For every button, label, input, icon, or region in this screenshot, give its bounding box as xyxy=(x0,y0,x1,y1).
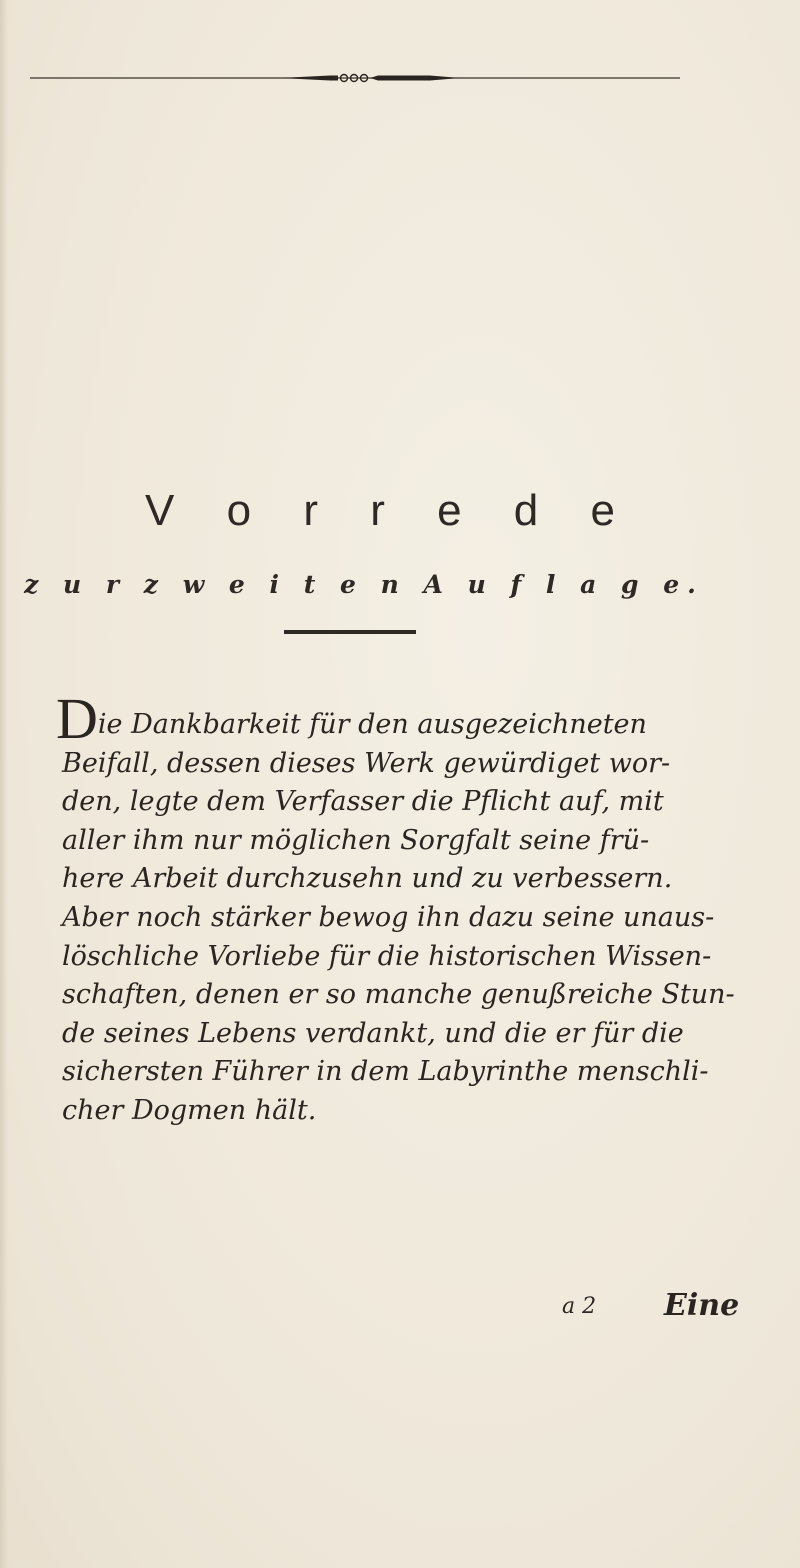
text-line: den, legte dem Verfasser die Pflicht auf, mit xyxy=(62,786,664,818)
text-line: here Arbeit durchzusehn und zu verbessern. xyxy=(62,863,673,895)
drop-cap: D xyxy=(56,686,98,751)
text-line-content: ie Dankbarkeit für den ausgezeichneten xyxy=(97,709,647,740)
text-line: cher Dogmen hält. xyxy=(62,1094,317,1126)
text-line: de seines Lebens verdankt, und die er für die xyxy=(62,1017,684,1049)
page-subtitle: z u r z w e i t e n A u f l a g e. xyxy=(24,570,704,599)
text-line: Aber noch stärker bewog ihn dazu seine unaus- xyxy=(62,901,715,933)
text-line: sichersten Führer in dem Labyrinthe menschli- xyxy=(62,1056,709,1088)
page-gutter-shadow xyxy=(0,0,8,1568)
preface-paragraph xyxy=(56,686,750,1131)
text-line: aller ihm nur möglichen Sorgfalt seine frü- xyxy=(62,824,650,856)
text-line xyxy=(56,686,750,751)
catchword: Eine xyxy=(664,1288,740,1323)
header-ornament-rule xyxy=(30,72,680,84)
text-line: Beifall, dessen dieses Werk gewürdiget wor- xyxy=(62,747,671,779)
page-title: V o r r e d e xyxy=(145,486,635,535)
title-divider-rule xyxy=(284,630,416,634)
text-line: löschliche Vorliebe für die historischen Wissen- xyxy=(62,940,712,972)
text-line: schaften, denen er so manche genußreiche Stun- xyxy=(62,979,735,1011)
signature-mark: a 2 xyxy=(562,1294,597,1319)
